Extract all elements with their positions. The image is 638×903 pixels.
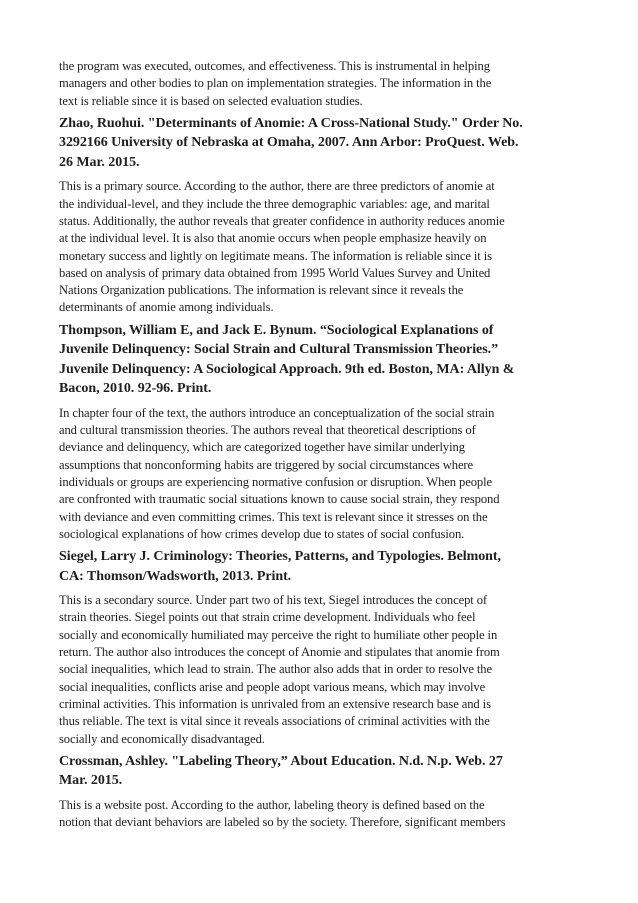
citation-line: Bacon, 2010. 92-96. Print. bbox=[59, 381, 212, 397]
annotation-zhao bbox=[59, 178, 587, 316]
citation-line: CA: Thomson/Wadsworth, 2013. Print. bbox=[59, 568, 292, 584]
text-line: are confronted with traumatic social situations known to cause social strain, they respond bbox=[59, 492, 500, 507]
text-line: monetary success and lightly on legitimate means. The information is reliable since it is bbox=[59, 248, 492, 263]
citation-line: Thompson, William E, and Jack E. Bynum. “Sociological Explanations of bbox=[59, 322, 494, 338]
text-line: managers and other bodies to plan on implementation strategies. The information in the bbox=[59, 76, 492, 91]
text-line: the individual-level, and they include the three demographic variables: age, and marital bbox=[59, 196, 490, 211]
text-line: based on analysis of primary data obtained from 1995 World Values Survey and United bbox=[59, 265, 491, 280]
citation-line: Zhao, Ruohui. "Determinants of Anomie: A Cross-National Study." Order No. bbox=[59, 115, 523, 131]
text-line: criminal activities. This information is unrivaled from an extensive research base and is bbox=[59, 696, 491, 711]
text-line: This is a website post. According to the author, labeling theory is defined based on the bbox=[59, 797, 485, 812]
document-page bbox=[59, 58, 587, 835]
citation-line: Juvenile Delinquency: Social Strain and Cultural Transmission Theories.” bbox=[59, 342, 499, 358]
text-line: notion that deviant behaviors are labeled so by the society. Therefore, significant members bbox=[59, 815, 506, 830]
text-line: This is a primary source. According to the author, there are three predictors of anomie at bbox=[59, 179, 495, 194]
paragraph-intro-continued bbox=[59, 58, 587, 110]
citation-thompson bbox=[59, 321, 587, 399]
citation-line: 3292166 University of Nebraska at Omaha, 2007. Ann Arbor: ProQuest. Web. bbox=[59, 135, 519, 151]
text-line: status. Additionally, the author reveals that greater confidence in authority reduces anomie bbox=[59, 213, 505, 228]
text-line: sociological explanations of how crimes develop due to states of social confusion. bbox=[59, 526, 465, 541]
text-line: assumptions that nonconforming habits are triggered by social circumstances where bbox=[59, 457, 474, 472]
text-line: the program was executed, outcomes, and effectiveness. This is instrumental in helping bbox=[59, 59, 490, 73]
citation-line: Siegel, Larry J. Criminology: Theories, Patterns, and Typologies. Belmont, bbox=[59, 549, 501, 565]
annotation-siegel bbox=[59, 592, 587, 748]
text-line: return. The author also introduces the concept of Anomie and stipulates that anomie from bbox=[59, 645, 500, 660]
annotation-crossman bbox=[59, 797, 587, 832]
text-line: at the individual level. It is also that anomie occurs when people emphasize heavily on bbox=[59, 231, 487, 246]
citation-line: 26 Mar. 2015. bbox=[59, 154, 140, 170]
citation-line: Juvenile Delinquency: A Sociological Approach. 9th ed. Boston, MA: Allyn & bbox=[59, 361, 515, 377]
text-line: determinants of anomie among individuals. bbox=[59, 300, 274, 315]
text-line: This is a secondary source. Under part two of his text, Siegel introduces the concept of bbox=[59, 593, 488, 608]
citation-line: Mar. 2015. bbox=[59, 773, 123, 789]
citation-zhao bbox=[59, 114, 587, 173]
text-line: socially and economically disadvantaged. bbox=[59, 731, 265, 746]
text-line: with deviance and even committing crimes. This text is relevant since it stresses on the bbox=[59, 509, 488, 524]
text-line: strain theories. Siegel points out that strain crime development. Individuals who feel bbox=[59, 610, 476, 625]
text-line: and cultural transmission theories. The authors reveal that theoretical descriptions of bbox=[59, 423, 476, 438]
text-line: deviance and delinquency, which are categorized together have similar underlying bbox=[59, 440, 465, 455]
text-line: social inequalities, conflicts arise and people adopt various means, which may involve bbox=[59, 679, 486, 694]
citation-line: Crossman, Ashley. "Labeling Theory,” About Education. N.d. N.p. Web. 27 bbox=[59, 753, 503, 769]
text-line: socially and economically humiliated may perceive the right to humiliate other people in bbox=[59, 627, 498, 642]
annotation-thompson bbox=[59, 405, 587, 543]
citation-siegel bbox=[59, 547, 587, 586]
text-line: text is reliable since it is based on selected evaluation studies. bbox=[59, 93, 363, 108]
text-line: social inequalities, which lead to strain. The author also adds that in order to resolve the bbox=[59, 662, 492, 677]
citation-crossman bbox=[59, 752, 587, 791]
text-line: individuals or groups are experiencing normative confusion or disruption. When people bbox=[59, 474, 492, 489]
text-line: In chapter four of the text, the authors introduce an conceptualization of the social strain bbox=[59, 405, 495, 420]
text-line: thus reliable. The text is vital since it reveals associations of criminal activities with the bbox=[59, 714, 490, 729]
text-line: Nations Organization publications. The information is relevant since it reveals the bbox=[59, 283, 464, 298]
